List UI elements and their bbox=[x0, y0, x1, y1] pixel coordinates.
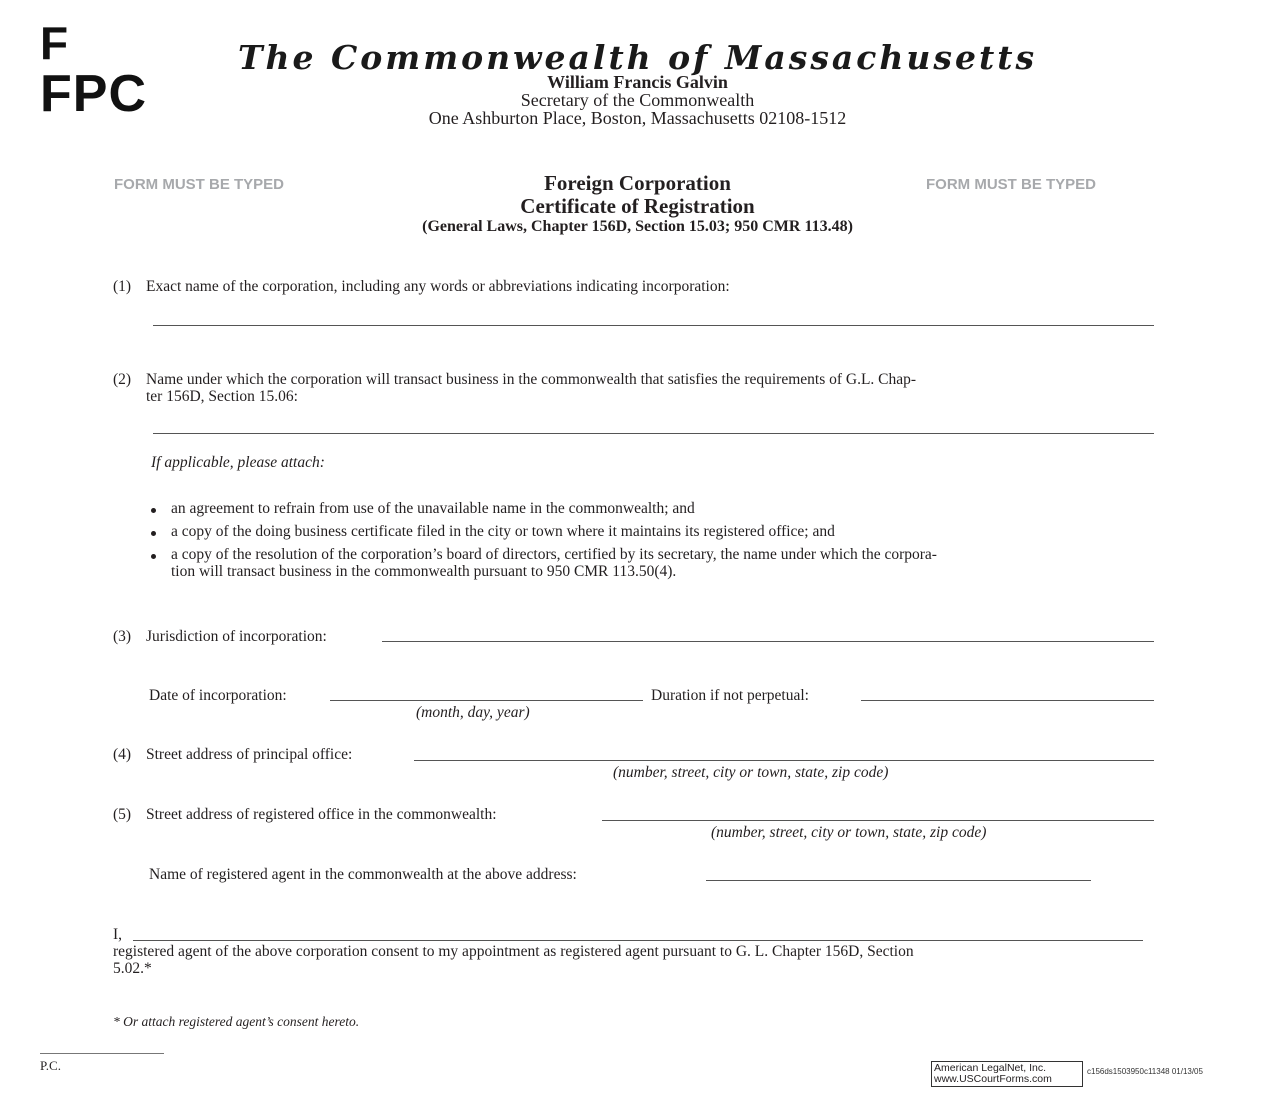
item5-label-row bbox=[113, 806, 497, 823]
item4-label: Street address of principal office: bbox=[146, 746, 353, 763]
document-code: c156ds1503950c11348 01/13/05 bbox=[1087, 1067, 1203, 1076]
item4-label-row bbox=[113, 746, 352, 763]
official-name: William Francis Galvin bbox=[547, 72, 728, 92]
pc-label: P.C. bbox=[40, 1058, 61, 1073]
registered-office-hint: (number, street, city or town, state, zip code) bbox=[711, 824, 987, 841]
attachment-item-1: an agreement to refrain from use of the unavailable name in the commonwealth; and bbox=[171, 500, 695, 517]
attachment-item-3: a copy of the resolution of the corporation’s board of directors, certified by its secretary, the name under which the corpora- bbox=[171, 546, 937, 563]
business-name-field[interactable] bbox=[153, 433, 1154, 434]
jurisdiction-field[interactable] bbox=[382, 641, 1154, 642]
corporation-name-field[interactable] bbox=[153, 325, 1154, 326]
form-title: Foreign Corporation bbox=[544, 171, 731, 195]
publisher-url[interactable]: www.USCourtForms.com bbox=[934, 1073, 1052, 1085]
item1-label-row bbox=[113, 278, 730, 295]
item2-label-line2: ter 156D, Section 15.06: bbox=[146, 388, 298, 405]
item3-label-row bbox=[113, 628, 327, 645]
form-citation: (General Laws, Chapter 156D, Section 15.03; 950 CMR 113.48) bbox=[422, 218, 853, 235]
form-must-be-typed-right: FORM MUST BE TYPED bbox=[926, 176, 1097, 193]
publisher-box bbox=[931, 1061, 1083, 1087]
item1-number: (1) bbox=[113, 278, 132, 295]
item2-number: (2) bbox=[113, 371, 132, 388]
principal-office-hint: (number, street, city or town, state, zip code) bbox=[613, 764, 889, 781]
bullet-icon bbox=[151, 531, 156, 536]
attachment-item-2: a copy of the doing business certificate filed in the city or town where it maintains its registered office; and bbox=[171, 523, 835, 540]
item2-label-line1: Name under which the corporation will transact business in the commonwealth that satisfies the requirements of G.L. Chap- bbox=[146, 371, 917, 388]
item1-label: Exact name of the corporation, including any words or abbreviations indicating incorporation: bbox=[146, 278, 730, 295]
date-of-incorporation-label: Date of incorporation: bbox=[149, 687, 287, 704]
duration-field[interactable] bbox=[861, 700, 1154, 701]
consent-agent-name-field[interactable] bbox=[133, 940, 1143, 941]
consent-footnote: * Or attach registered agent’s consent hereto. bbox=[113, 1014, 360, 1029]
registered-agent-label: Name of registered agent in the commonwealth at the above address: bbox=[149, 866, 577, 883]
form-subtitle: Certificate of Registration bbox=[520, 194, 755, 218]
form-code-fpc: FPC bbox=[40, 65, 147, 123]
registered-agent-name-field[interactable] bbox=[706, 880, 1091, 881]
consent-text-line1: registered agent of the above corporation consent to my appointment as registered agent pursuant to G. L. Chapter 156D, Section bbox=[113, 943, 914, 960]
item5-number: (5) bbox=[113, 806, 132, 823]
item2-label-row bbox=[113, 371, 916, 388]
form-code-f: F bbox=[40, 17, 69, 69]
attachment-item-3-cont: tion will transact business in the commonwealth pursuant to 950 CMR 113.50(4). bbox=[171, 563, 677, 580]
consent-prefix: I, bbox=[113, 926, 123, 943]
item3-label: Jurisdiction of incorporation: bbox=[146, 628, 327, 645]
principal-office-address-field[interactable] bbox=[414, 760, 1154, 761]
attach-note: If applicable, please attach: bbox=[151, 454, 325, 471]
registered-office-address-field[interactable] bbox=[602, 820, 1154, 821]
date-of-incorporation-field[interactable] bbox=[330, 700, 643, 701]
bullet-icon bbox=[151, 554, 156, 559]
item5-label: Street address of registered office in the commonwealth: bbox=[146, 806, 497, 823]
duration-label: Duration if not perpetual: bbox=[651, 687, 809, 704]
item4-number: (4) bbox=[113, 746, 132, 763]
pc-divider bbox=[40, 1053, 164, 1054]
date-hint: (month, day, year) bbox=[416, 704, 530, 721]
bullet-icon bbox=[151, 508, 156, 513]
consent-text-line2: 5.02.* bbox=[113, 960, 152, 977]
form-must-be-typed-left: FORM MUST BE TYPED bbox=[114, 176, 285, 193]
item3-number: (3) bbox=[113, 628, 132, 645]
official-title: Secretary of the Commonwealth bbox=[520, 90, 755, 110]
publisher-name: American LegalNet, Inc. bbox=[934, 1062, 1047, 1074]
commonwealth-title: The Commonwealth of Massachusetts bbox=[237, 38, 1038, 77]
office-address: One Ashburton Place, Boston, Massachusetts 02108-1512 bbox=[428, 108, 847, 128]
